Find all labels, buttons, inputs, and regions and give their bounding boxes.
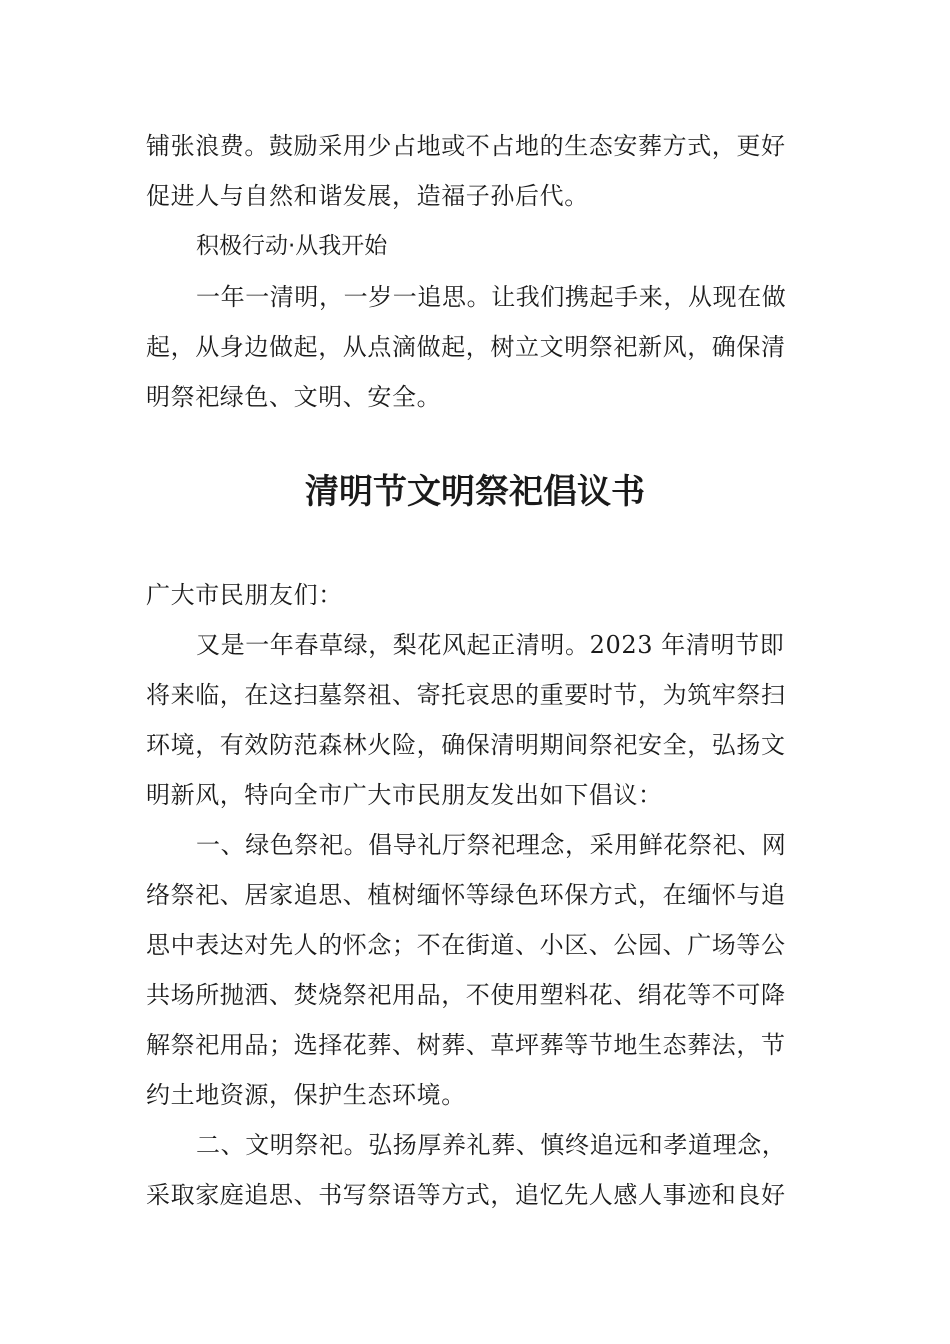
section-subheading: 积极行动·从我开始 (196, 233, 388, 259)
body-text-line: 促进人与自然和谐发展，造福子孙后代。 (146, 182, 589, 210)
document-title: 清明节文明祭祀倡议书 (305, 472, 645, 512)
salutation: 广大市民朋友们： (146, 581, 343, 609)
body-text-line: 又是一年春草绿，梨花风起正清明。2023 年清明节即 (196, 631, 785, 659)
body-text-line: 络祭祀、居家追思、植树缅怀等绿色环保方式，在缅怀与追 (146, 881, 786, 909)
body-text-line: 环境，有效防范森林火险，确保清明期间祭祀安全，弘扬文 (146, 731, 786, 759)
body-text-line: 起，从身边做起，从点滴做起，树立文明祭祀新风，确保清 (146, 333, 786, 361)
body-text-line: 二、文明祭祀。弘扬厚养礼葬、慎终追远和孝道理念， (196, 1131, 787, 1159)
body-text-line: 一、绿色祭祀。倡导礼厅祭祀理念，采用鲜花祭祀、网 (196, 831, 787, 859)
body-text-line: 铺张浪费。鼓励采用少占地或不占地的生态安葬方式，更好 (146, 132, 786, 160)
body-text-line: 一年一清明，一岁一追思。让我们携起手来，从现在做 (196, 283, 787, 311)
body-text-line: 明祭祀绿色、文明、安全。 (146, 383, 442, 411)
body-text-line: 将来临，在这扫墓祭祖、寄托哀思的重要时节，为筑牢祭扫 (146, 681, 786, 709)
body-text-line: 思中表达对先人的怀念；不在街道、小区、公园、广场等公 (146, 931, 786, 959)
body-text-line: 明新风，特向全市广大市民朋友发出如下倡议： (146, 781, 663, 809)
body-text-line: 约土地资源，保护生态环境。 (146, 1081, 466, 1109)
body-text-line: 采取家庭追思、书写祭语等方式，追忆先人感人事迹和良好 (146, 1181, 786, 1209)
body-text-line: 解祭祀用品；选择花葬、树葬、草坪葬等节地生态葬法，节 (146, 1031, 786, 1059)
body-text-line: 共场所抛洒、焚烧祭祀用品，不使用塑料花、绢花等不可降 (146, 981, 786, 1009)
